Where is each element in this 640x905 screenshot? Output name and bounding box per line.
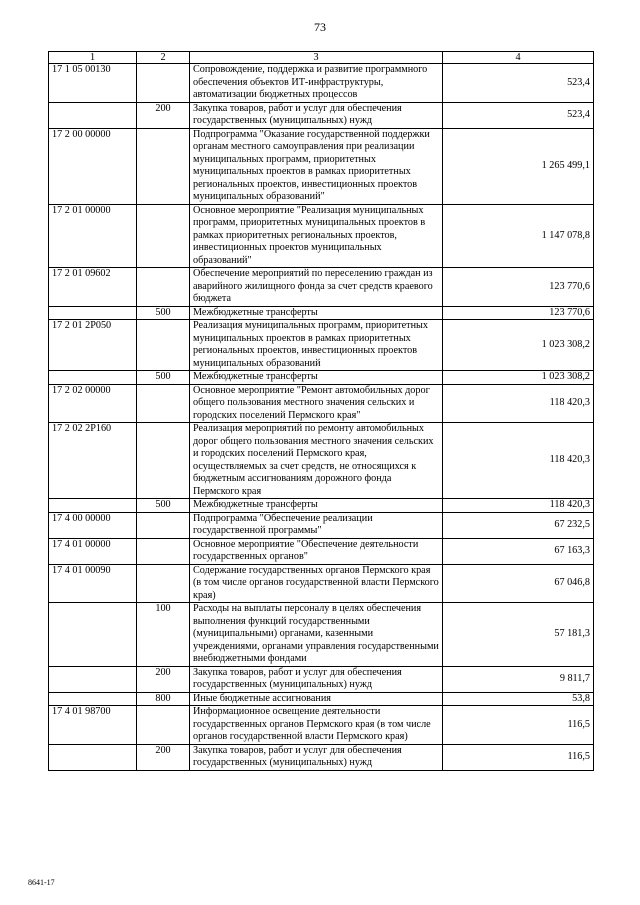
- row-amount: 1 023 308,2: [443, 320, 594, 371]
- target-code: 17 2 01 00000: [49, 204, 137, 268]
- target-code: 17 2 00 00000: [49, 128, 137, 204]
- row-description: Межбюджетные трансферты: [190, 499, 443, 513]
- expense-type: 200: [137, 102, 190, 128]
- table-row: [49, 306, 594, 320]
- target-code: [49, 306, 137, 320]
- header-row: [49, 52, 594, 64]
- row-description: Межбюджетные трансферты: [190, 371, 443, 385]
- target-code: 17 1 05 00130: [49, 64, 137, 103]
- row-amount: 118 420,3: [443, 423, 594, 499]
- target-code: 17 4 00 00000: [49, 512, 137, 538]
- expense-type: [137, 204, 190, 268]
- table-row: [49, 499, 594, 513]
- expense-type: 500: [137, 371, 190, 385]
- table-row: [49, 706, 594, 745]
- target-code: [49, 102, 137, 128]
- table-row: [49, 320, 594, 371]
- row-amount: 523,4: [443, 64, 594, 103]
- target-code: [49, 692, 137, 706]
- expense-type: [137, 320, 190, 371]
- row-description: Расходы на выплаты персоналу в целях обеспечения выполнения функций государственными (муниципальными) органами, казенными учреждениями, органами управления государственными внебюджетными фондами: [190, 603, 443, 667]
- expense-type: 500: [137, 499, 190, 513]
- row-amount: 57 181,3: [443, 603, 594, 667]
- expense-type: 800: [137, 692, 190, 706]
- expense-type: [137, 538, 190, 564]
- row-amount: 67 163,3: [443, 538, 594, 564]
- expense-type: [137, 706, 190, 745]
- table-row: [49, 538, 594, 564]
- expense-type: [137, 128, 190, 204]
- table-row: [49, 744, 594, 770]
- table-row: [49, 204, 594, 268]
- target-code: 17 4 01 00000: [49, 538, 137, 564]
- page-number: 73: [314, 20, 326, 34]
- header-col-1: 1: [49, 52, 137, 64]
- target-code: [49, 371, 137, 385]
- target-code: 17 4 01 98700: [49, 706, 137, 745]
- row-amount: 523,4: [443, 102, 594, 128]
- table-row: [49, 128, 594, 204]
- row-description: Закупка товаров, работ и услуг для обеспечения государственных (муниципальных) нужд: [190, 744, 443, 770]
- expense-type: [137, 512, 190, 538]
- row-description: Подпрограмма "Оказание государственной поддержки органам местного самоуправления при реализации муниципальных программ, приоритетных муниципальных проектов в рамках приоритетных региональных проектов, инвестиционных проектов муниципальных образований": [190, 128, 443, 204]
- row-amount: 1 147 078,8: [443, 204, 594, 268]
- table-row: [49, 371, 594, 385]
- row-description: Основное мероприятие "Ремонт автомобильных дорог общего пользования местного значения сельских и городских поселений Пермского края": [190, 384, 443, 423]
- expense-type: 200: [137, 744, 190, 770]
- header-col-4: 4: [443, 52, 594, 64]
- target-code: [49, 744, 137, 770]
- row-description: Обеспечение мероприятий по переселению граждан из аварийного жилищного фонда за счет средств краевого бюджета: [190, 268, 443, 307]
- target-code: 17 2 02 2P160: [49, 423, 137, 499]
- row-amount: 1 023 308,2: [443, 371, 594, 385]
- row-description: Содержание государственных органов Пермского края (в том числе органов государственной власти Пермского края): [190, 564, 443, 603]
- row-amount: 118 420,3: [443, 499, 594, 513]
- expense-type: [137, 268, 190, 307]
- row-amount: 9 811,7: [443, 666, 594, 692]
- table-row: [49, 102, 594, 128]
- table-row: [49, 564, 594, 603]
- table-row: [49, 64, 594, 103]
- target-code: [49, 666, 137, 692]
- expense-type: 500: [137, 306, 190, 320]
- target-code: 17 2 01 09602: [49, 268, 137, 307]
- target-code: 17 2 01 2P050: [49, 320, 137, 371]
- row-amount: 67 232,5: [443, 512, 594, 538]
- expense-type: 200: [137, 666, 190, 692]
- row-description: Реализация мероприятий по ремонту автомобильных дорог общего пользования местного значения сельских и городских поселений Пермского края, осуществляемых за счет средств, не относящихся к бюджетным ассигнованиям дорожного фонда Пермского края: [190, 423, 443, 499]
- row-amount: 67 046,8: [443, 564, 594, 603]
- target-code: [49, 603, 137, 667]
- footer-document-code: 8641-17: [28, 878, 55, 887]
- target-code: [49, 499, 137, 513]
- row-amount: 123 770,6: [443, 268, 594, 307]
- table-row: [49, 423, 594, 499]
- row-description: Сопровождение, поддержка и развитие программного обеспечения объектов ИТ-инфраструктуры, автоматизации бюджетных процессов: [190, 64, 443, 103]
- row-description: Иные бюджетные ассигнования: [190, 692, 443, 706]
- table-row: [49, 268, 594, 307]
- row-description: Основное мероприятие "Реализация муниципальных программ, приоритетных муниципальных проектов в рамках приоритетных региональных проектов, инвестиционных проектов муниципальных образований": [190, 204, 443, 268]
- row-description: Подпрограмма "Обеспечение реализации государственной программы": [190, 512, 443, 538]
- expense-type: [137, 423, 190, 499]
- expense-type: [137, 64, 190, 103]
- budget-table: [48, 51, 594, 771]
- row-amount: 1 265 499,1: [443, 128, 594, 204]
- table-row: [49, 603, 594, 667]
- row-description: Закупка товаров, работ и услуг для обеспечения государственных (муниципальных) нужд: [190, 102, 443, 128]
- header-col-2: 2: [137, 52, 190, 64]
- expense-type: [137, 384, 190, 423]
- target-code: 17 4 01 00090: [49, 564, 137, 603]
- row-amount: 118 420,3: [443, 384, 594, 423]
- row-description: Основное мероприятие "Обеспечение деятельности государственных органов": [190, 538, 443, 564]
- expense-type: [137, 564, 190, 603]
- row-amount: 116,5: [443, 744, 594, 770]
- table-row: [49, 512, 594, 538]
- expense-type: 100: [137, 603, 190, 667]
- table-row: [49, 666, 594, 692]
- table-row: [49, 384, 594, 423]
- row-description: Информационное освещение деятельности государственных органов Пермского края (в том числе органов государственной власти Пермского края): [190, 706, 443, 745]
- row-description: Межбюджетные трансферты: [190, 306, 443, 320]
- row-amount: 53,8: [443, 692, 594, 706]
- row-amount: 123 770,6: [443, 306, 594, 320]
- row-description: Закупка товаров, работ и услуг для обеспечения государственных (муниципальных) нужд: [190, 666, 443, 692]
- header-col-3: 3: [190, 52, 443, 64]
- table-row: [49, 692, 594, 706]
- row-description: Реализация муниципальных программ, приоритетных муниципальных проектов в рамках приоритетных региональных проектов, инвестиционных проектов муниципальных образований: [190, 320, 443, 371]
- target-code: 17 2 02 00000: [49, 384, 137, 423]
- row-amount: 116,5: [443, 706, 594, 745]
